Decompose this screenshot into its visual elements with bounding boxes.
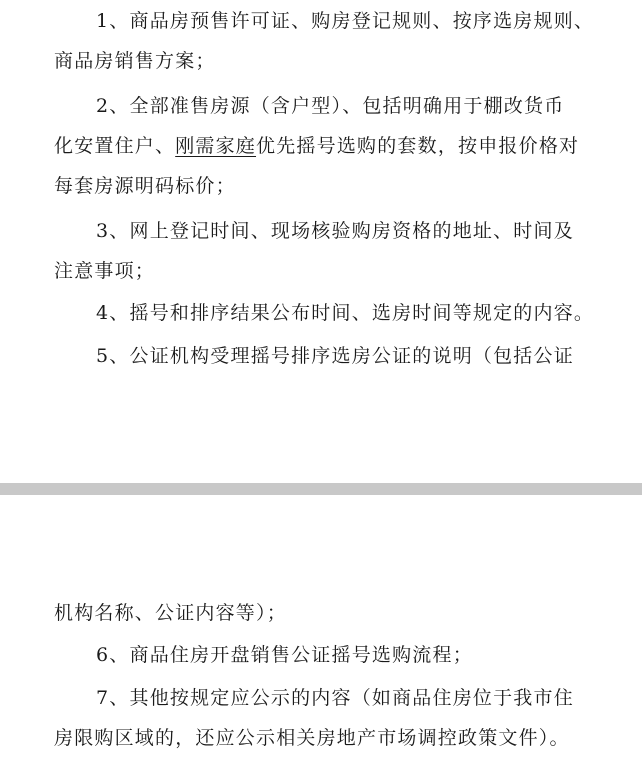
- item-2-line-2-end: 优先摇号选购的套数，按申报价格对: [256, 135, 580, 157]
- item-5-line-1: 5、公证机构受理摇号排序选房公证的说明（包括公证: [96, 345, 574, 367]
- item-7-line-2: 房限购区域的，还应公示相关房地产市场调控政策文件）。: [54, 727, 570, 749]
- item-2-line-3: 每套房源明码标价；: [54, 175, 236, 197]
- item-2-line-1: 2、全部准售房源（含户型）、包括明确用于棚改货币: [96, 95, 565, 117]
- item-1-line-2: 商品房销售方案；: [54, 50, 216, 72]
- page-separator: [0, 483, 642, 495]
- item-2-line-2: [54, 133, 642, 159]
- item-4-line-1: 4、摇号和排序结果公布时间、选房时间等规定的内容。: [96, 302, 595, 324]
- item-2-line-2-start: 化安置住户、: [54, 135, 176, 157]
- item-1-line-1: 1、商品房预售许可证、购房登记规则、按序选房规则、: [96, 10, 595, 32]
- item-3-line-1: 3、网上登记时间、现场核验购房资格的地址、时间及: [96, 220, 574, 242]
- item-6-line-1: 6、商品住房开盘销售公证摇号选购流程；: [96, 644, 473, 666]
- item-5-line-2: 机构名称、公证内容等）；: [54, 602, 287, 624]
- underlined-term: 刚需家庭: [175, 135, 257, 157]
- item-7-line-1: 7、其他按规定应公示的内容（如商品住房位于我市住: [96, 687, 574, 709]
- item-3-line-2: 注意事项；: [54, 260, 156, 282]
